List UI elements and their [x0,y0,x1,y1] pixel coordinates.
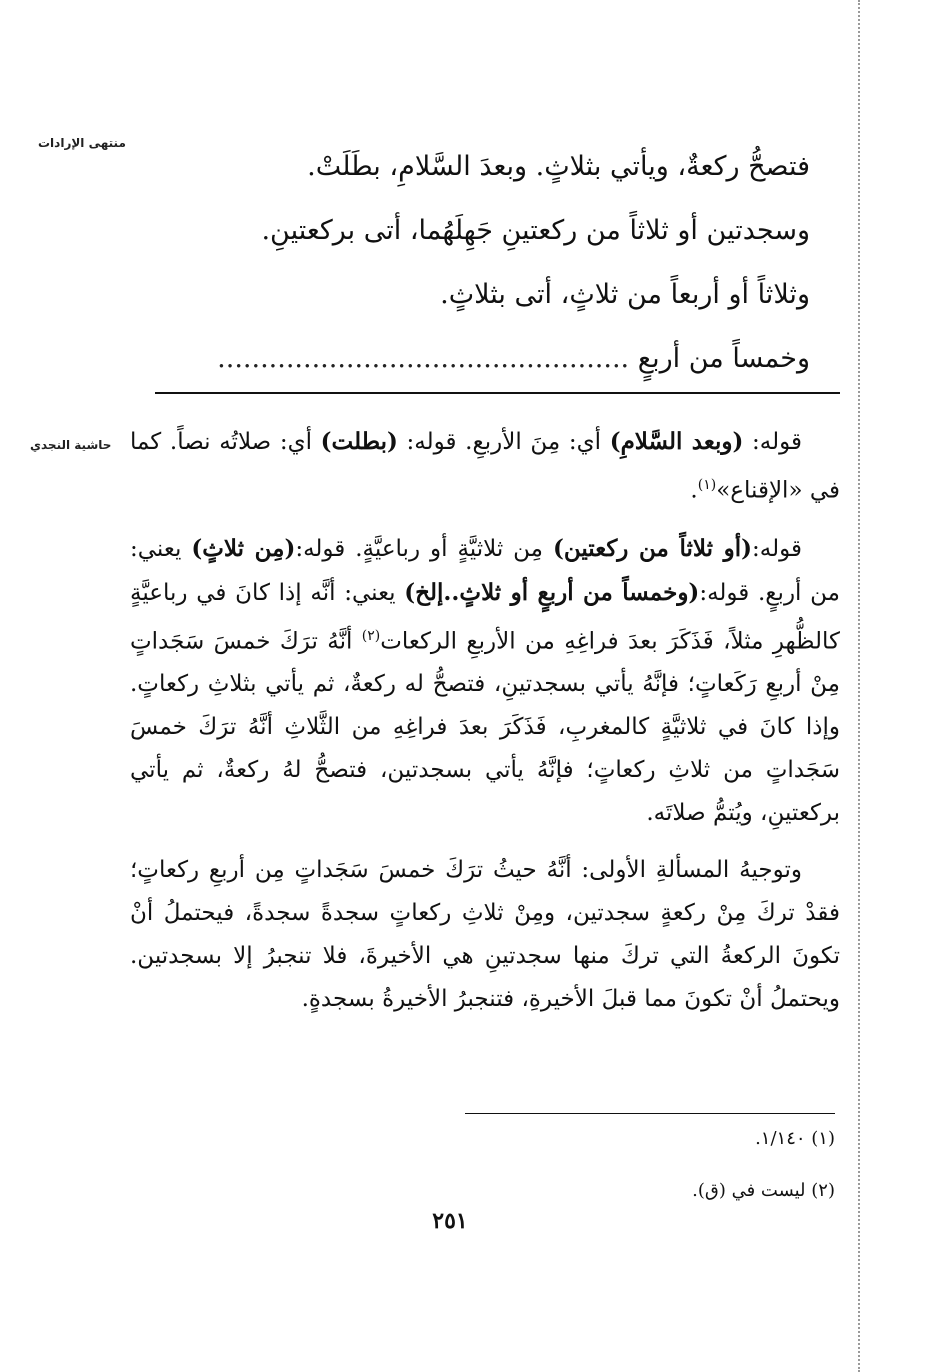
commentary-text: يعني: من أربعٍ. قوله: [130,535,840,606]
page-number: ٢٥١ [432,1208,468,1234]
continuation-dots: ................................................ [217,343,630,374]
commentary-paragraph-1 [130,420,840,513]
margin-label-commentary-title: حاشية النجدي [30,438,112,452]
commentary-text: قوله: [743,429,802,455]
footnote-separator [465,1113,835,1114]
commentary-text: أي: مِنَ الأربعِ. قوله: [397,429,610,455]
main-divider [155,392,840,394]
commentary-text: مِن ثلاثيَّةٍ أو رباعيَّةٍ. قوله: [295,535,553,562]
quoted-phrase: (وبعد السَّلامِ) [609,428,744,455]
matn-line-4 [150,327,810,391]
footnote-1: (١) ١/١٤٠. [755,1128,835,1149]
footnote-ref: (١) [697,477,717,493]
matn-line-1: فتصحُّ ركعةٌ، ويأتي بثلاثٍ. وبعدَ السَّلامِ، بطَلَتْ. [307,151,810,182]
footnote-2: (٢) ليست في (ق). [692,1180,835,1201]
commentary-text: يعني: أنَّه إذا كانَ في رباعيَّةٍ كالظُّهرِ مثلاً، فَذَكَرَ بعدَ فراغِهِ من الأربعِ الركعات [130,579,840,655]
quoted-phrase: (مِن ثلاثٍ) [191,534,296,562]
main-text-block [150,135,810,391]
matn-line-3: وثلاثاً أو أربعاً من ثلاثٍ، أتى بثلاثٍ. [440,279,810,310]
commentary-text: قوله: [752,535,803,562]
commentary-text: أنَّهُ ترَكَ خمسَ سَجَداتٍ مِنْ أربعِ رَكَعاتٍ؛ فإنَّهُ يأتي بسجدتينِ، فتصحُّ له ركعةٌ، ثم يأتي بثلاثِ ركعاتٍ. وإذا كانَ في ثلاثيَّةٍ كالمغربِ، فَذَكَرَ بعدَ فراغِهِ من الثَّلاثِ أنَّهُ ترَكَ خمسَ سَجَداتٍ من ثلاثِ ركعاتٍ؛ فإنَّهُ يأتي بسجدتين، فتصحُّ لهُ ركعةٌ، ثم يأتي بركعتينِ، ويُتمُّ صلاتَه. [130,628,840,827]
quoted-phrase: (بطلت) [320,428,398,455]
commentary-paragraph-2 [130,527,840,836]
commentary-text: . [690,477,698,504]
quoted-phrase: (أو ثلاثاً من ركعتين) [552,534,753,562]
page-edge-dotted-rule [858,0,860,1372]
footnote-ref: (٢) [361,627,381,644]
commentary-paragraph-3: وتوجيهُ المسألةِ الأولى: أنَّهُ حيثُ ترَكَ خمسَ سَجَداتٍ مِن أربعِ ركعاتٍ؛ فقدْ تركَ مِنْ ركعةٍ سجدتين، ومِنْ ثلاثِ ركعاتٍ سجدةً سجدةً، فيحتملُ أنْ تكونَ الركعةُ التي تركَ منها سجدتينِ هي الأخيرةَ، فلا تنجبرُ إلا بسجدتين. ويحتملُ أنْ تكونَ مما قبلَ الأخيرةِ، فتنجبرُ الأخيرةُ بسجدةٍ. [130,857,840,1013]
matn-line-4-text: وخمساً من أربعٍ [637,343,810,374]
matn-line-2: وسجدتين أو ثلاثاً من ركعتينِ جَهِلَهُما، أتى بركعتينِ. [261,215,810,246]
commentary-text: أي: صلاتُه نصاً. كما في «الإقناع» [130,429,840,504]
margin-label-book-title: منتهى الإرادات [38,136,126,150]
quoted-phrase: (وخمساً من أربعٍ أو ثلاثٍ..إلخ) [404,578,700,606]
commentary-block [130,420,840,1035]
